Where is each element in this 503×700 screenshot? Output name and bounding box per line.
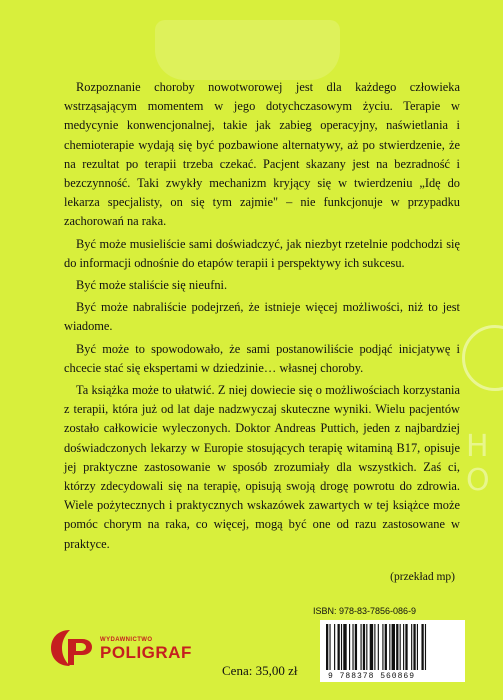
barcode-bar [385, 624, 387, 670]
barcode-bar [389, 624, 390, 670]
barcode-bar [400, 624, 401, 670]
decorative-letters: H O [466, 429, 494, 498]
price [222, 663, 297, 679]
barcode-bar [374, 624, 375, 670]
decorative-ring [462, 325, 503, 391]
blurb-paragraph: Być może nabraliście podejrzeń, że istnieje więcej możliwości, niż to jest wiadome. [64, 300, 460, 334]
translation-credit: (przekład mp) [390, 571, 455, 583]
blurb-text [64, 78, 460, 557]
barcode-bar [343, 624, 346, 670]
barcode-bar [329, 624, 330, 670]
barcode-bar [417, 624, 418, 670]
blurb-paragraph: Ta książka może to ułatwić. Z niej dowiecie się o możliwościach korzystania z terapii, która już od lat daje nadzwyczaj skuteczne wyniki. Wielu pacjentów zostało całkowicie wyleczonych. Doktor Andreas Puttich, jeden z najbardziej doświadczonych lekarzy w Europie stosujących terapię witaminą B17, opisuje jej praktyczne zastosowanie w sposób zrozumiały dla wszystkich. Zaś ci, którzy zdecydowali się na terapię, opisują swoją drogę powrotu do zdrowia. Wiele pożytecznych i praktycznych wskazówek zawartych w tej książce może pomóc chorym na raka, co więcej, mogą być one od razu zastosowane w praktyce. [64, 383, 460, 551]
barcode-bar [403, 624, 404, 670]
price-label: Cena: [222, 663, 253, 678]
barcode-bar [396, 624, 398, 670]
blurb-paragraph: Być może staliście się nieufni. [76, 278, 228, 293]
barcode-bar [334, 624, 335, 670]
publisher-emblem-icon [48, 626, 100, 670]
publisher-logo [42, 626, 192, 670]
barcode-bar [382, 624, 383, 670]
barcode-bar [392, 624, 395, 670]
barcode-bars [320, 620, 465, 672]
barcode-bar [370, 624, 373, 670]
barcode-bar [425, 624, 426, 670]
barcode-bar [341, 624, 342, 670]
barcode-bar [326, 624, 328, 670]
barcode-bar [366, 624, 367, 670]
barcode-bar [413, 624, 415, 670]
blurb-paragraph: Być może to spowodowało, że sami postanowiliście podjąć inicjatywę i chcecie stać się ekspertami w dziedzinie… własnej choroby. [64, 341, 460, 375]
blurb-paragraph: Być może musieliście sami doświadczyć, jak niezbyt rzetelnie podchodzi się do informacji odnośnie do etapów terapii i perspektywy ich sukcesu. [64, 236, 460, 270]
barcode-bar [378, 624, 379, 670]
isbn-label: ISBN: 978-83-7856-086-9 [313, 606, 417, 616]
publisher-label: WYDAWNICTWO [100, 637, 153, 643]
barcode-digits: 9 788378 560869 [328, 672, 416, 681]
blurb-paragraph: Rozpoznanie choroby nowotworowej jest dla każdego człowieka wstrząsającym momentem w jego dotychczasowym życiu. Terapie w medycynie konwencjonalnej, takie jak zabieg operacyjny, naświetlania i chemioterapie wydają się być pozbawione alternatywy, aż po stwierdzenie, że na rezultat po terapii trzeba czekać. Pacjent skazany jest na bezradność i bezczynność. Taki zwykły mechanizm kryjący się w twierdzeniu „Idę do lekarza specjalisty, on się tym zajmie" – nie funkcjonuje w przypadku zachorowań na raka. [64, 80, 460, 229]
barcode-bar [338, 624, 340, 670]
barcode-bar [352, 624, 353, 670]
price-value: 35,00 zł [255, 663, 298, 678]
barcode-bar [361, 624, 362, 670]
barcode-bar [355, 624, 357, 670]
barcode-bar [349, 624, 350, 670]
barcode-bar [363, 624, 365, 670]
barcode-bar [421, 624, 423, 670]
decorative-shape [155, 20, 340, 80]
barcode-bar [411, 624, 412, 670]
publisher-name: POLIGRAF [100, 643, 192, 662]
barcode-bar [405, 624, 407, 670]
